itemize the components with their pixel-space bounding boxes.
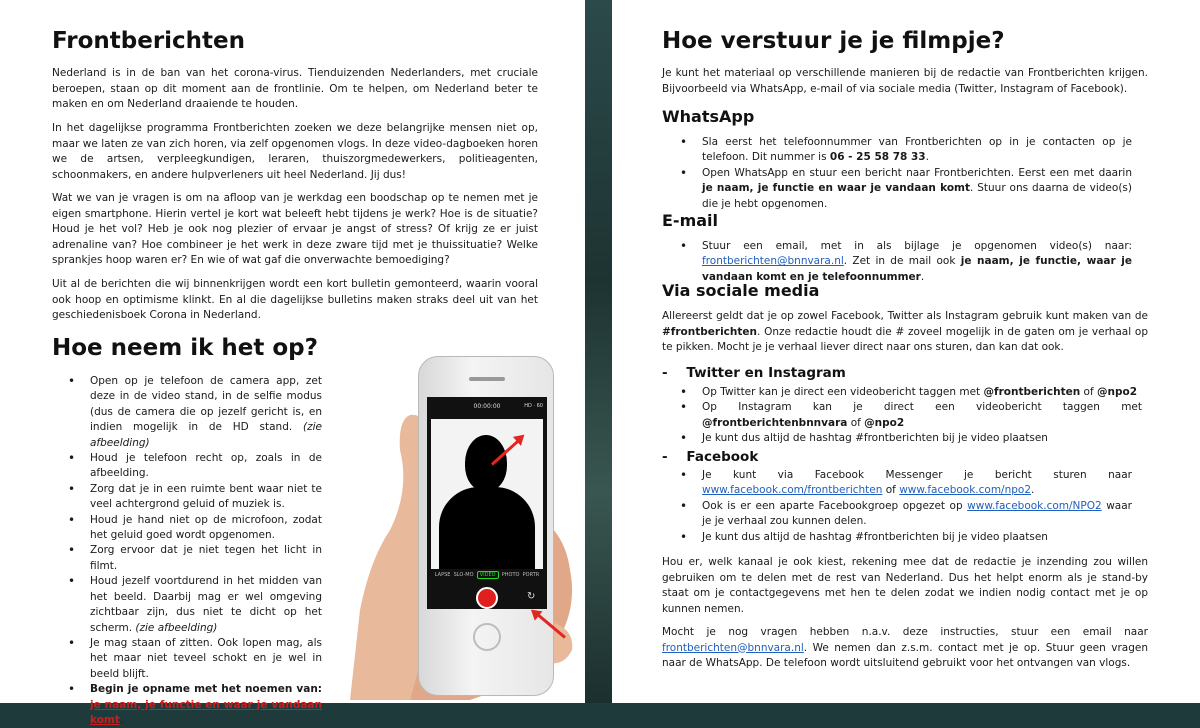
outro-paragraph: Hou er, welk kanaal je ook kiest, rekening mee dat de redactie je inzending zou willen gebruiken om te delen met de rest van Nederland. Dus het helpt enorm als je stand-by staat om je contactgegevens met hen te delen zodat we indien nodig contact met je op kunnen nemen. (662, 556, 1148, 615)
home-button-icon (473, 623, 501, 651)
phone-illustration (418, 356, 554, 696)
camera-screen (427, 397, 547, 609)
quality-label: HD · 60 (524, 403, 543, 409)
recording-instructions-list (90, 374, 322, 728)
list-item: • Begin je opname met het noemen van: je naam, je functie en waar je vandaan komt. (90, 682, 322, 728)
list-item: • Sla eerst het telefoonnummer van Frontberichten op in je contacten op je telefoon. Dit nummer is 06 - 25 58 78 33. (702, 135, 1132, 166)
list-item: • Op Instagram kan je direct een videobericht taggen met @frontberichtenbnnvara of @npo2 (702, 400, 1142, 431)
whatsapp-list (702, 135, 1132, 212)
list-item: • Houd jezelf voortdurend in het midden van het beeld. Daarbij mag er wel omgeving zichtbaar zijn, dus niet te dicht op het scherm. (zie afbeelding) (90, 574, 322, 636)
list-item: • Stuur een email, met in als bijlage je opgenomen video(s) naar: frontberichten@bnnvara.nl. Zet in de mail ook je naam, je functie, waar je vandaan komt en je telefoonnummer. (702, 239, 1132, 285)
switch-camera-icon: ↻ (527, 591, 536, 602)
list-item: • Je kunt dus altijd de hashtag #frontberichten bij je video plaatsen (702, 431, 1142, 446)
page-gap-background (585, 0, 612, 703)
list-item: • Zorg dat je in een ruimte bent waar niet te veel achtergrond geluid of muziek is. (90, 482, 322, 513)
list-item: • Je kunt dus altijd de hashtag #frontberichten bij je video plaatsen (702, 530, 1132, 545)
bulletin-paragraph: Uit al de berichten die wij binnenkrijgen wordt een kort bulletin gemonteerd, waarin vooral ook hoop en optimisme klinkt. En al die dagelijkse bulletins maken straks deel uit van het geschiedenisboek Corona in Nederland. (52, 278, 538, 321)
list-item: • Open WhatsApp en stuur een bericht naar Frontberichten. Eerst een met daarin je naam, je functie en waar je vandaan komt. Stuur ons daarna de video(s) die je hebt opgenomen. (702, 166, 1132, 212)
intro-paragraph: Nederland is in de ban van het corona-virus. Tienduizenden Nederlanders, met cruciale beroepen, staan op dit moment aan de frontlinie. Om te helpen, om Nederland beter te maken en om Nederland draaiende te houden. (52, 67, 538, 110)
list-item: • Houd je telefoon recht op, zoals in de afbeelding. (90, 451, 322, 482)
twitter-heading: - Twitter en Instagram (662, 365, 846, 381)
list-item: • Je kunt via Facebook Messenger je bericht sturen naar www.facebook.com/frontberichten of www.facebook.com/npo2. (702, 468, 1132, 499)
facebook-list (702, 468, 1132, 545)
social-intro: Allereerst geldt dat je op zowel Facebook, Twitter als Instagram gebruik kunt maken van de #frontberichten. Onze redactie houdt die # zoveel mogelijk in de gaten om je verhaal op te pikken. Mocht je je verhaal liever direct naar ons sturen, dan kan dat ook. (662, 310, 1148, 353)
facebook-frontberichten-link[interactable]: www.facebook.com/frontberichten (702, 484, 883, 497)
list-item: • Je mag staan of zitten. Ook lopen mag, als het maar niet teveel schokt en je wel in beeld blijft. (90, 636, 322, 682)
send-intro: Je kunt het materiaal op verschillende manieren bij de redactie van Frontberichten krijgen. Bijvoorbeeld via WhatsApp, e-mail of via sociale media (Twitter, Instagram of Facebook). (662, 67, 1148, 95)
email-heading: E-mail (662, 211, 719, 230)
list-item: • Open op je telefoon de camera app, zet deze in de video stand, in de selfie modus (dus de camera die op jezelf gericht is, en indien mogelijk in de HD stand. (zie afbeelding) (90, 374, 322, 451)
list-item: • Ook is er een aparte Facebookgroep opgezet op www.facebook.com/NPO2 waar je je verhaal zou kunnen delen. (702, 499, 1132, 530)
send-title: Hoe verstuur je je filmpje? (662, 28, 1005, 54)
right-page (612, 0, 1200, 703)
list-item: • Zorg ervoor dat je niet tegen het licht in filmt. (90, 543, 322, 574)
email-list (702, 239, 1132, 285)
camera-viewfinder (431, 419, 543, 569)
facebook-group-link[interactable]: www.facebook.com/NPO2 (967, 499, 1102, 512)
closing-email-link[interactable]: frontberichten@bnnvara.nl (662, 641, 804, 654)
facebook-npo2-link[interactable]: www.facebook.com/npo2 (899, 484, 1032, 497)
person-silhouette-head (465, 435, 507, 491)
email-link[interactable]: frontberichten@bnnvara.nl (702, 255, 844, 268)
closing-paragraph: Mocht je nog vragen hebben n.a.v. deze instructies, stuur een email naar frontberichten@bnnvara.nl. We nemen dan z.s.m. contact met je op. Stuur geen vragen naar de WhatsApp. De telefoon wordt uitsluitend gebruikt voor het ontvangen van vlogs. (662, 626, 1148, 669)
camera-modes: LAPSE SLO-MO VIDEO PHOTO PORTR (434, 572, 540, 578)
record-button-icon (476, 587, 498, 609)
whatsapp-heading: WhatsApp (662, 107, 755, 126)
record-timer: 00:00:00 (473, 403, 501, 410)
list-item: • Op Twitter kan je direct een videobericht taggen met @frontberichten of @npo2 (702, 385, 1142, 400)
left-page (0, 0, 585, 726)
page-title: Frontberichten (52, 28, 246, 54)
request-paragraph: Wat we van je vragen is om na afloop van je werkdag een boodschap op te nemen met je eigen smartphone. Hierin vertel je kort wat beleeft hebt tijdens je werk? Hoe is de situatie? Houd je het vol? Heb je ook nog plezier of ervaar je angst of stress? Of krijg ze er juist adrenaline van? Hoe combineer je het werk in deze zware tijd met je thuissituatie? Welke sprankjes hoop waren er? En wie of wat gaf die onverwachte bemoediging? (52, 192, 538, 266)
section-heading-record: Hoe neem ik het op? (52, 335, 318, 361)
person-silhouette-body (439, 487, 535, 569)
twitter-list (702, 385, 1142, 447)
program-paragraph: In het dagelijkse programma Frontberichten zoeken we deze belangrijke mensen niet op, maar we laten ze van zich horen, via zelf opgenomen vlogs. In deze video-dagboeken horen we de artsen, verpleegkundigen, leraren, thuiszorgmedewerkers, politieagenten, schoonmakers, en andere hulpverleners uit heel Nederland. Jij dus! (52, 122, 538, 181)
phone-speaker (469, 377, 505, 381)
facebook-heading: - Facebook (662, 449, 759, 465)
list-item: • Houd je hand niet op de microfoon, zodat het geluid goed wordt opgenomen. (90, 513, 322, 544)
social-heading: Via sociale media (662, 281, 820, 300)
